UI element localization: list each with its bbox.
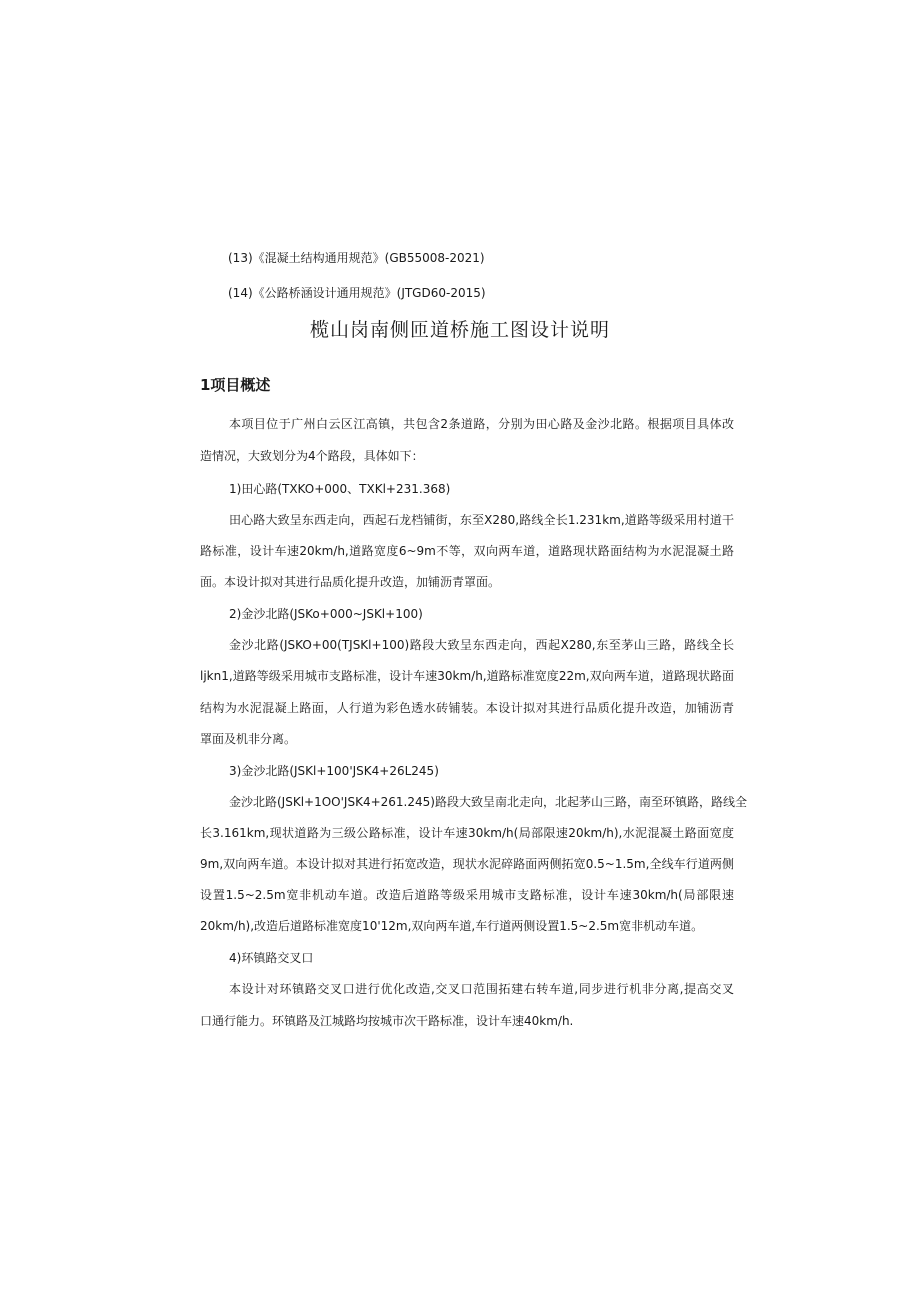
paragraph-line: 路标准，设计车速20km/h,道路宽度6~9m不等，双向两车道，道路现状路面结构为水泥混凝土路: [200, 544, 734, 558]
reference-14: (14)《公路桥涵设计通用规范》(JTGD60-2015): [228, 286, 486, 300]
paragraph-line: 20km/h),改造后道路标准宽度10'12m,双向两车道,车行道两侧设置1.5~2.5m宽非机动车道。: [200, 919, 704, 933]
paragraph-line: 长3.161km,现状道路为三级公路标准，设计车速30km/h(局部限速20km/h),水泥混凝土路面宽度: [200, 826, 734, 840]
paragraph-line: 造情况，大致划分为4个路段，具体如下：: [200, 449, 424, 463]
segment-title: 3)金沙北路(JSKl+100'JSK4+26L245): [229, 764, 439, 778]
paragraph-line: ljkn1,道路等级采用城市支路标准，设计车速30km/h,道路标准宽度22m,双向两车道，道路现状路面: [200, 669, 734, 683]
paragraph-line: 本设计对环镇路交叉口进行优化改造,交叉口范围拓建右转车道,同步进行机非分离,提高交叉: [229, 982, 734, 996]
paragraph-line: 金沙北路(JSKl+1OO'JSK4+261.245)路段大致呈南北走向，北起茅山三路，南至环镇路，路线全: [229, 795, 747, 809]
paragraph-line: 金沙北路(JSKO+00(TJSKl+100)路段大致呈东西走向，西起X280,东至茅山三路，路线全长: [229, 638, 734, 652]
segment-title: 1)田心路(TXKO+000、TXKl+231.368): [229, 482, 451, 496]
paragraph-line: 田心路大致呈东西走向，西起石龙档铺街，东至X280,路线全长1.231km,道路等级采用村道干: [229, 513, 734, 527]
paragraph-line: 面。本设计拟对其进行品质化提升改造，加铺沥青罩面。: [200, 575, 501, 589]
section-heading: 1项目概述: [200, 376, 271, 394]
paragraph-line: 9m,双向两车道。本设计拟对其进行拓宽改造，现状水泥碎路面两侧拓宽0.5~1.5m,全线车行道两侧: [200, 857, 734, 871]
paragraph-line: 口通行能力。环镇路及江城路均按城市次干路标准，设计车速40km/h.: [200, 1014, 574, 1028]
document-title: 榄山岗南侧匝道桥施工图设计说明: [309, 319, 610, 341]
paragraph-line: 罩面及机非分离。: [200, 732, 297, 746]
paragraph-line: 结构为水泥混凝上路面，人行道为彩色透水砖铺装。本设计拟对其进行品质化提升改造，加铺沥青: [200, 701, 734, 715]
paragraph-line: 设置1.5~2.5m宽非机动车道。改造后道路等级采用城市支路标准，设计车速30km/h(局部限速: [200, 888, 734, 902]
segment-title: 2)金沙北路(JSKo+000~JSKl+100): [229, 607, 423, 621]
paragraph-line: 本项目位于广州白云区江高镇，共包含2条道路，分别为田心路及金沙北路。根据项目具体改: [229, 417, 734, 431]
reference-13: (13)《混凝土结构通用规范》(GB55008-2021): [228, 251, 485, 265]
segment-title: 4)环镇路交叉口: [229, 951, 314, 965]
